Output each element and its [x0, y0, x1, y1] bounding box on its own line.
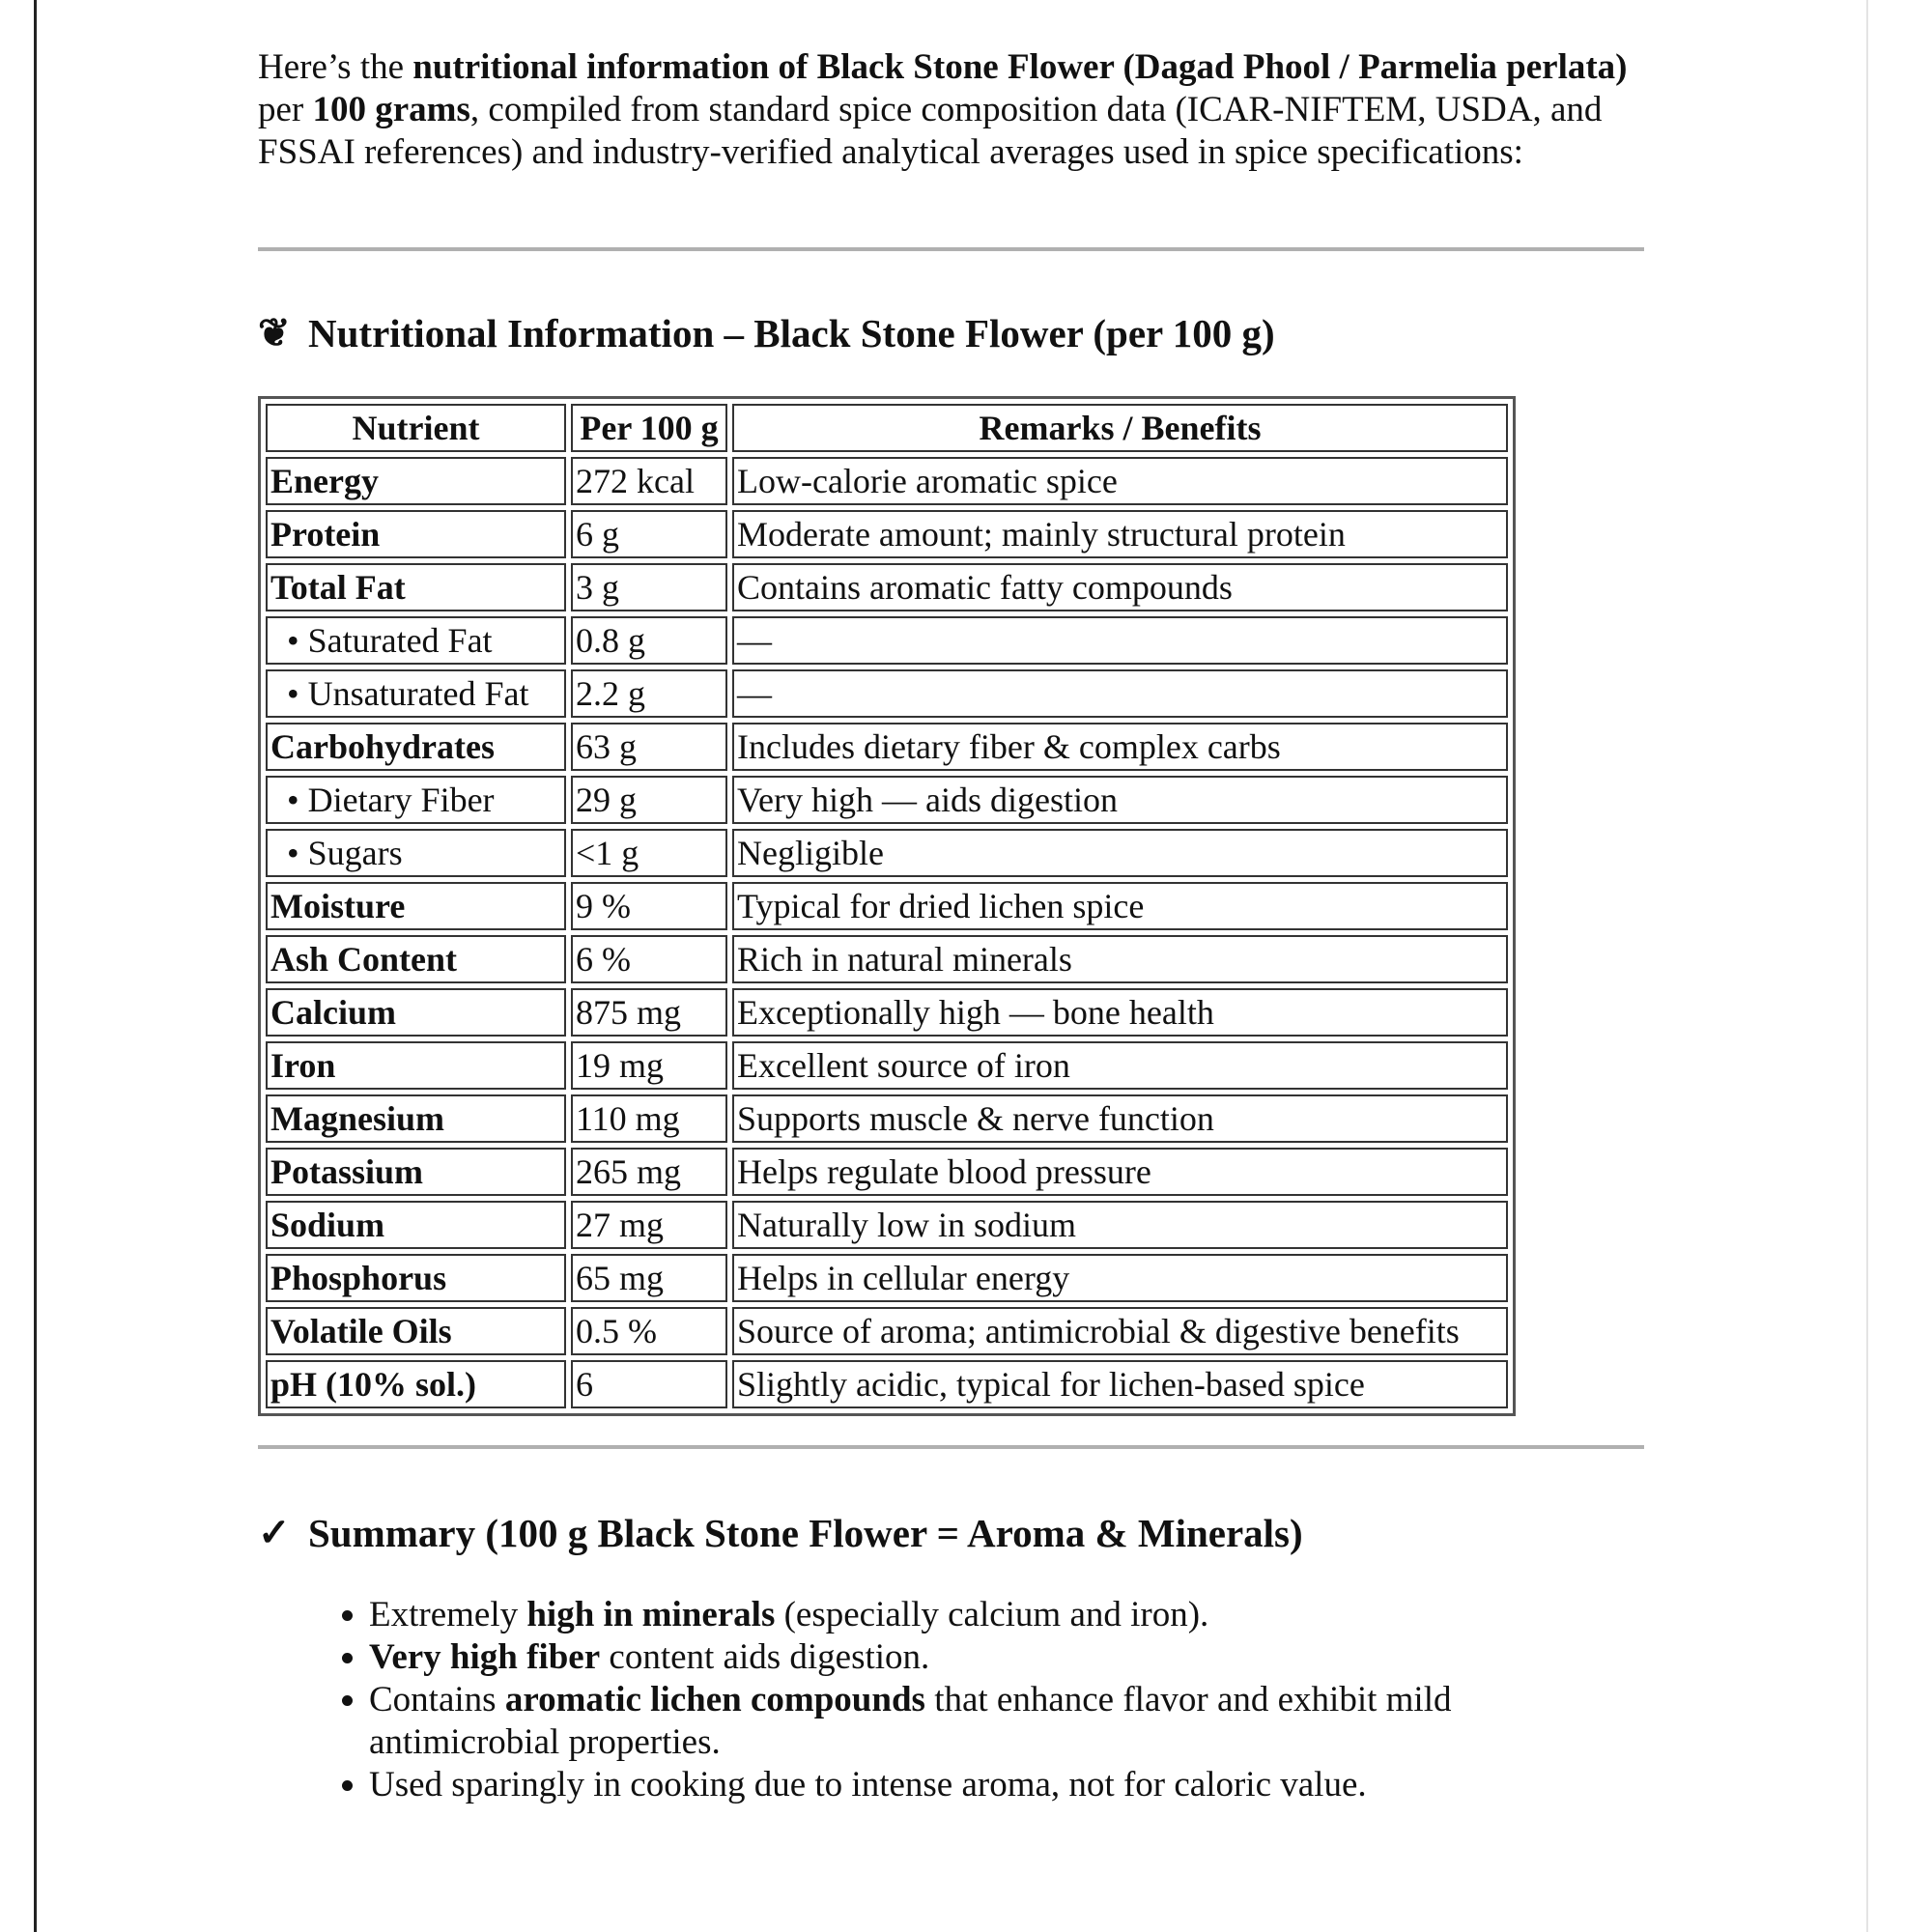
table-row: [266, 1201, 1508, 1249]
header-per-100g: Per 100 g: [571, 404, 727, 452]
table-row: [266, 1148, 1508, 1196]
table-row: [266, 829, 1508, 877]
nutrient-cell: Ash Content: [266, 935, 566, 983]
header-remarks: Remarks / Benefits: [732, 404, 1508, 452]
table-row: [266, 1094, 1508, 1143]
table-row: [266, 669, 1508, 718]
nutrient-cell: Volatile Oils: [266, 1307, 566, 1355]
value-cell: 6: [571, 1360, 727, 1408]
value-cell: 6 g: [571, 510, 727, 558]
remark-cell: Supports muscle & nerve function: [732, 1094, 1508, 1143]
nutrient-cell: Moisture: [266, 882, 566, 930]
list-item-bold: high in minerals: [526, 1595, 776, 1634]
nutrient-cell: Phosphorus: [266, 1254, 566, 1302]
table-section-heading: [258, 309, 1649, 357]
list-item-text: content aids digestion.: [600, 1637, 930, 1677]
nutrient-cell: • Dietary Fiber: [266, 776, 566, 824]
remark-cell: Contains aromatic fatty compounds: [732, 563, 1508, 611]
remark-cell: Typical for dried lichen spice: [732, 882, 1508, 930]
nutrient-cell: • Unsaturated Fat: [266, 669, 566, 718]
remark-cell: Excellent source of iron: [732, 1041, 1508, 1090]
table-header-row: [266, 404, 1508, 452]
value-cell: <1 g: [571, 829, 727, 877]
nutrient-cell: Sodium: [266, 1201, 566, 1249]
value-cell: 0.5 %: [571, 1307, 727, 1355]
summary-heading: [258, 1509, 1649, 1557]
nutrient-cell: • Saturated Fat: [266, 616, 566, 665]
intro-bold-2: 100 grams: [312, 90, 470, 129]
list-item-text: that enhance flavor and exhibit mild antimicrobial properties.: [369, 1680, 1452, 1762]
table-row: [266, 616, 1508, 665]
nutrient-cell: Total Fat: [266, 563, 566, 611]
remark-cell: Low-calorie aromatic spice: [732, 457, 1508, 505]
remark-cell: Includes dietary fiber & complex carbs: [732, 723, 1508, 771]
list-item-text: Contains: [369, 1680, 505, 1719]
value-cell: 29 g: [571, 776, 727, 824]
table-row: [266, 510, 1508, 558]
remark-cell: Helps regulate blood pressure: [732, 1148, 1508, 1196]
remark-cell: Very high — aids digestion: [732, 776, 1508, 824]
value-cell: 875 mg: [571, 988, 727, 1037]
value-cell: 19 mg: [571, 1041, 727, 1090]
list-item-text: Used sparingly in cooking due to intense aroma, not for caloric value.: [369, 1765, 1367, 1804]
table-row: [266, 1254, 1508, 1302]
summary-title: Summary (100 g Black Stone Flower = Aroma & Minerals): [308, 1511, 1303, 1555]
remark-cell: Exceptionally high — bone health: [732, 988, 1508, 1037]
flower-icon: ❦: [258, 311, 291, 355]
nutrient-cell: Potassium: [266, 1148, 566, 1196]
nutrient-cell: Calcium: [266, 988, 566, 1037]
table-section-title: Nutritional Information – Black Stone Flower (per 100 g): [308, 311, 1275, 355]
remark-cell: Moderate amount; mainly structural protein: [732, 510, 1508, 558]
nutrient-cell: pH (10% sol.): [266, 1360, 566, 1408]
divider: [258, 1445, 1644, 1449]
value-cell: 6 %: [571, 935, 727, 983]
value-cell: 65 mg: [571, 1254, 727, 1302]
list-item-bold: Very high fiber: [369, 1637, 601, 1677]
value-cell: 9 %: [571, 882, 727, 930]
list-item: [369, 1636, 1649, 1679]
table-row: [266, 1307, 1508, 1355]
value-cell: 265 mg: [571, 1148, 727, 1196]
value-cell: 110 mg: [571, 1094, 727, 1143]
document-body: [258, 46, 1649, 1806]
table-row: [266, 1041, 1508, 1090]
table-row: [266, 776, 1508, 824]
table-row: [266, 882, 1508, 930]
intro-text-1: Here’s the: [258, 47, 413, 87]
remark-cell: —: [732, 616, 1508, 665]
remark-cell: Slightly acidic, typical for lichen-based spice: [732, 1360, 1508, 1408]
table-row: [266, 723, 1508, 771]
intro-text-3: , compiled from standard spice composition data (ICAR-NIFTEM, USDA, and FSSAI references) and industry-verified analytical averages used in spice specifications:: [258, 90, 1603, 172]
nutrient-cell: Iron: [266, 1041, 566, 1090]
remark-cell: —: [732, 669, 1508, 718]
table-row: [266, 988, 1508, 1037]
summary-list: [258, 1594, 1649, 1806]
list-item: [369, 1679, 1649, 1764]
nutrition-table: [258, 396, 1516, 1416]
list-item-text: Extremely: [369, 1595, 527, 1634]
nutrient-cell: Energy: [266, 457, 566, 505]
table-row: [266, 457, 1508, 505]
divider: [258, 247, 1644, 251]
remark-cell: Naturally low in sodium: [732, 1201, 1508, 1249]
page-border-right: [1866, 0, 1868, 1932]
list-item-text: (especially calcium and iron).: [775, 1595, 1209, 1634]
remark-cell: Rich in natural minerals: [732, 935, 1508, 983]
intro-paragraph: [258, 46, 1649, 174]
remark-cell: Negligible: [732, 829, 1508, 877]
nutrient-cell: Carbohydrates: [266, 723, 566, 771]
list-item: [369, 1594, 1649, 1636]
remark-cell: Helps in cellular energy: [732, 1254, 1508, 1302]
nutrient-cell: Protein: [266, 510, 566, 558]
remark-cell: Source of aroma; antimicrobial & digestive benefits: [732, 1307, 1508, 1355]
check-mark-icon: ✓: [258, 1511, 291, 1554]
list-item-bold: aromatic lichen compounds: [504, 1680, 925, 1719]
table-row: [266, 563, 1508, 611]
value-cell: 2.2 g: [571, 669, 727, 718]
value-cell: 63 g: [571, 723, 727, 771]
value-cell: 272 kcal: [571, 457, 727, 505]
nutrient-cell: Magnesium: [266, 1094, 566, 1143]
list-item: [369, 1764, 1649, 1806]
table-row: [266, 1360, 1508, 1408]
value-cell: 27 mg: [571, 1201, 727, 1249]
intro-text-2: per: [258, 90, 313, 129]
nutrient-cell: • Sugars: [266, 829, 566, 877]
intro-bold-1: nutritional information of Black Stone Flower (Dagad Phool / Parmelia perlata): [412, 47, 1628, 87]
table-row: [266, 935, 1508, 983]
value-cell: 0.8 g: [571, 616, 727, 665]
page-border-left: [34, 0, 37, 1932]
value-cell: 3 g: [571, 563, 727, 611]
header-nutrient: Nutrient: [266, 404, 566, 452]
